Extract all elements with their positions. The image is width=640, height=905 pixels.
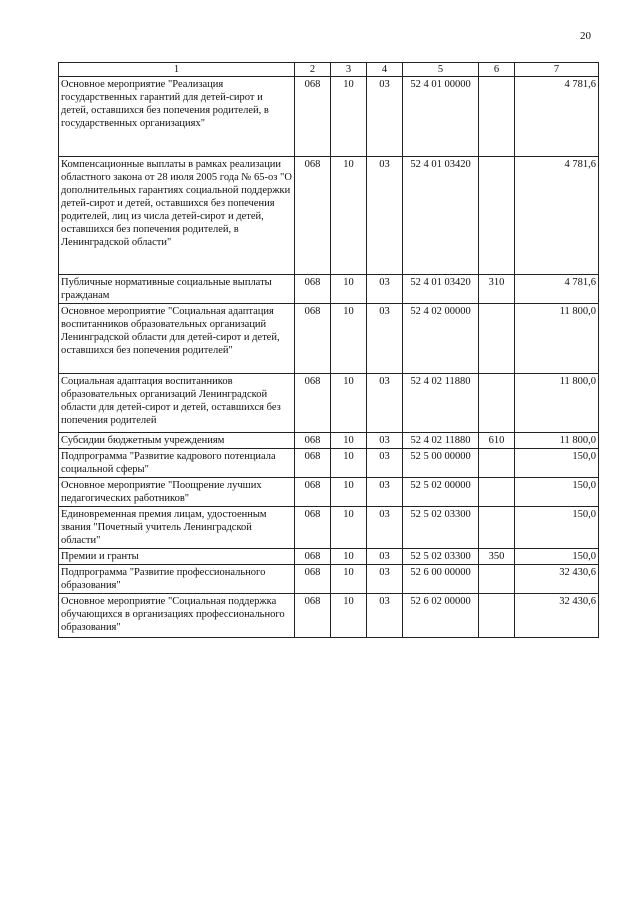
expense-type-code: 310 [479, 275, 515, 304]
section-code: 10 [331, 275, 367, 304]
ministry-code: 068 [295, 549, 331, 565]
table-row [59, 449, 599, 478]
row-name: Подпрограмма "Развитие профессионального образования" [59, 565, 295, 594]
ministry-code: 068 [295, 374, 331, 433]
subsection-code: 03 [367, 374, 403, 433]
target-article-code: 52 5 02 00000 [403, 478, 479, 507]
row-name: Единовременная премия лицам, удостоенным звания "Почетный учитель Ленинградской области" [59, 507, 295, 549]
target-article-code: 52 4 01 03420 [403, 157, 479, 275]
ministry-code: 068 [295, 449, 331, 478]
section-code: 10 [331, 157, 367, 275]
table-row [59, 304, 599, 374]
subsection-code: 03 [367, 478, 403, 507]
expense-type-code [479, 157, 515, 275]
section-code: 10 [331, 304, 367, 374]
amount: 11 800,0 [515, 374, 599, 433]
row-name: Премии и гранты [59, 549, 295, 565]
ministry-code: 068 [295, 433, 331, 449]
table-header-row [59, 63, 599, 77]
target-article-code: 52 4 02 11880 [403, 374, 479, 433]
expense-type-code [479, 77, 515, 157]
table-row [59, 549, 599, 565]
amount: 150,0 [515, 549, 599, 565]
table-row [59, 157, 599, 275]
section-code: 10 [331, 565, 367, 594]
section-code: 10 [331, 478, 367, 507]
subsection-code: 03 [367, 433, 403, 449]
page-number: 20 [580, 30, 591, 42]
subsection-code: 03 [367, 304, 403, 374]
amount: 150,0 [515, 507, 599, 549]
amount: 4 781,6 [515, 77, 599, 157]
column-header: 7 [515, 63, 599, 77]
column-header: 6 [479, 63, 515, 77]
ministry-code: 068 [295, 507, 331, 549]
column-header: 5 [403, 63, 479, 77]
expense-type-code: 350 [479, 549, 515, 565]
amount: 11 800,0 [515, 304, 599, 374]
row-name: Подпрограмма "Развитие кадрового потенциала социальной сферы" [59, 449, 295, 478]
row-name: Основное мероприятие "Социальная адаптация воспитанников образовательных организаций Ленинградской области для детей-сирот и детей, оставшихся без попечения родителей" [59, 304, 295, 374]
ministry-code: 068 [295, 77, 331, 157]
row-name: Компенсационные выплаты в рамках реализации областного закона от 28 июля 2005 года № 65-оз "О дополнительных гарантиях социальной поддержки детей-сирот и детей, оставшихся без попечения родителей, лиц из числа детей-сирот и детей, оставшихся без попечения родителей, в Ленинградской области" [59, 157, 295, 275]
target-article-code: 52 5 00 00000 [403, 449, 479, 478]
table-row [59, 77, 599, 157]
column-header: 1 [59, 63, 295, 77]
table-row [59, 374, 599, 433]
ministry-code: 068 [295, 565, 331, 594]
table-row [59, 478, 599, 507]
column-header: 4 [367, 63, 403, 77]
amount: 32 430,6 [515, 594, 599, 638]
table-row [59, 275, 599, 304]
column-header: 2 [295, 63, 331, 77]
ministry-code: 068 [295, 275, 331, 304]
target-article-code: 52 4 02 00000 [403, 304, 479, 374]
subsection-code: 03 [367, 594, 403, 638]
table-row [59, 433, 599, 449]
row-name: Основное мероприятие "Реализация государственных гарантий для детей-сирот и детей, оставшихся без попечения родителей, в государственных организациях" [59, 77, 295, 157]
row-name: Публичные нормативные социальные выплаты гражданам [59, 275, 295, 304]
table-row [59, 594, 599, 638]
section-code: 10 [331, 507, 367, 549]
target-article-code: 52 6 02 00000 [403, 594, 479, 638]
column-header: 3 [331, 63, 367, 77]
target-article-code: 52 4 02 11880 [403, 433, 479, 449]
expense-type-code [479, 449, 515, 478]
section-code: 10 [331, 594, 367, 638]
amount: 4 781,6 [515, 157, 599, 275]
row-name: Субсидии бюджетным учреждениям [59, 433, 295, 449]
table-row [59, 565, 599, 594]
row-name: Основное мероприятие "Социальная поддержка обучающихся в организациях профессионального образования" [59, 594, 295, 638]
expense-type-code [479, 374, 515, 433]
expense-type-code: 610 [479, 433, 515, 449]
target-article-code: 52 5 02 03300 [403, 507, 479, 549]
amount: 150,0 [515, 478, 599, 507]
table-row [59, 507, 599, 549]
budget-table [58, 62, 599, 638]
expense-type-code [479, 594, 515, 638]
ministry-code: 068 [295, 478, 331, 507]
subsection-code: 03 [367, 549, 403, 565]
row-name: Основное мероприятие "Поощрение лучших педагогических работников" [59, 478, 295, 507]
subsection-code: 03 [367, 77, 403, 157]
expense-type-code [479, 565, 515, 594]
amount: 11 800,0 [515, 433, 599, 449]
target-article-code: 52 4 01 03420 [403, 275, 479, 304]
target-article-code: 52 4 01 00000 [403, 77, 479, 157]
ministry-code: 068 [295, 157, 331, 275]
row-name: Социальная адаптация воспитанников образовательных организаций Ленинградской области для детей-сирот и детей, оставшихся без попечения родителей [59, 374, 295, 433]
subsection-code: 03 [367, 157, 403, 275]
section-code: 10 [331, 449, 367, 478]
target-article-code: 52 6 00 00000 [403, 565, 479, 594]
expense-type-code [479, 304, 515, 374]
subsection-code: 03 [367, 275, 403, 304]
amount: 150,0 [515, 449, 599, 478]
target-article-code: 52 5 02 03300 [403, 549, 479, 565]
amount: 32 430,6 [515, 565, 599, 594]
section-code: 10 [331, 433, 367, 449]
subsection-code: 03 [367, 565, 403, 594]
section-code: 10 [331, 77, 367, 157]
amount: 4 781,6 [515, 275, 599, 304]
expense-type-code [479, 507, 515, 549]
subsection-code: 03 [367, 507, 403, 549]
section-code: 10 [331, 549, 367, 565]
subsection-code: 03 [367, 449, 403, 478]
ministry-code: 068 [295, 594, 331, 638]
ministry-code: 068 [295, 304, 331, 374]
expense-type-code [479, 478, 515, 507]
section-code: 10 [331, 374, 367, 433]
